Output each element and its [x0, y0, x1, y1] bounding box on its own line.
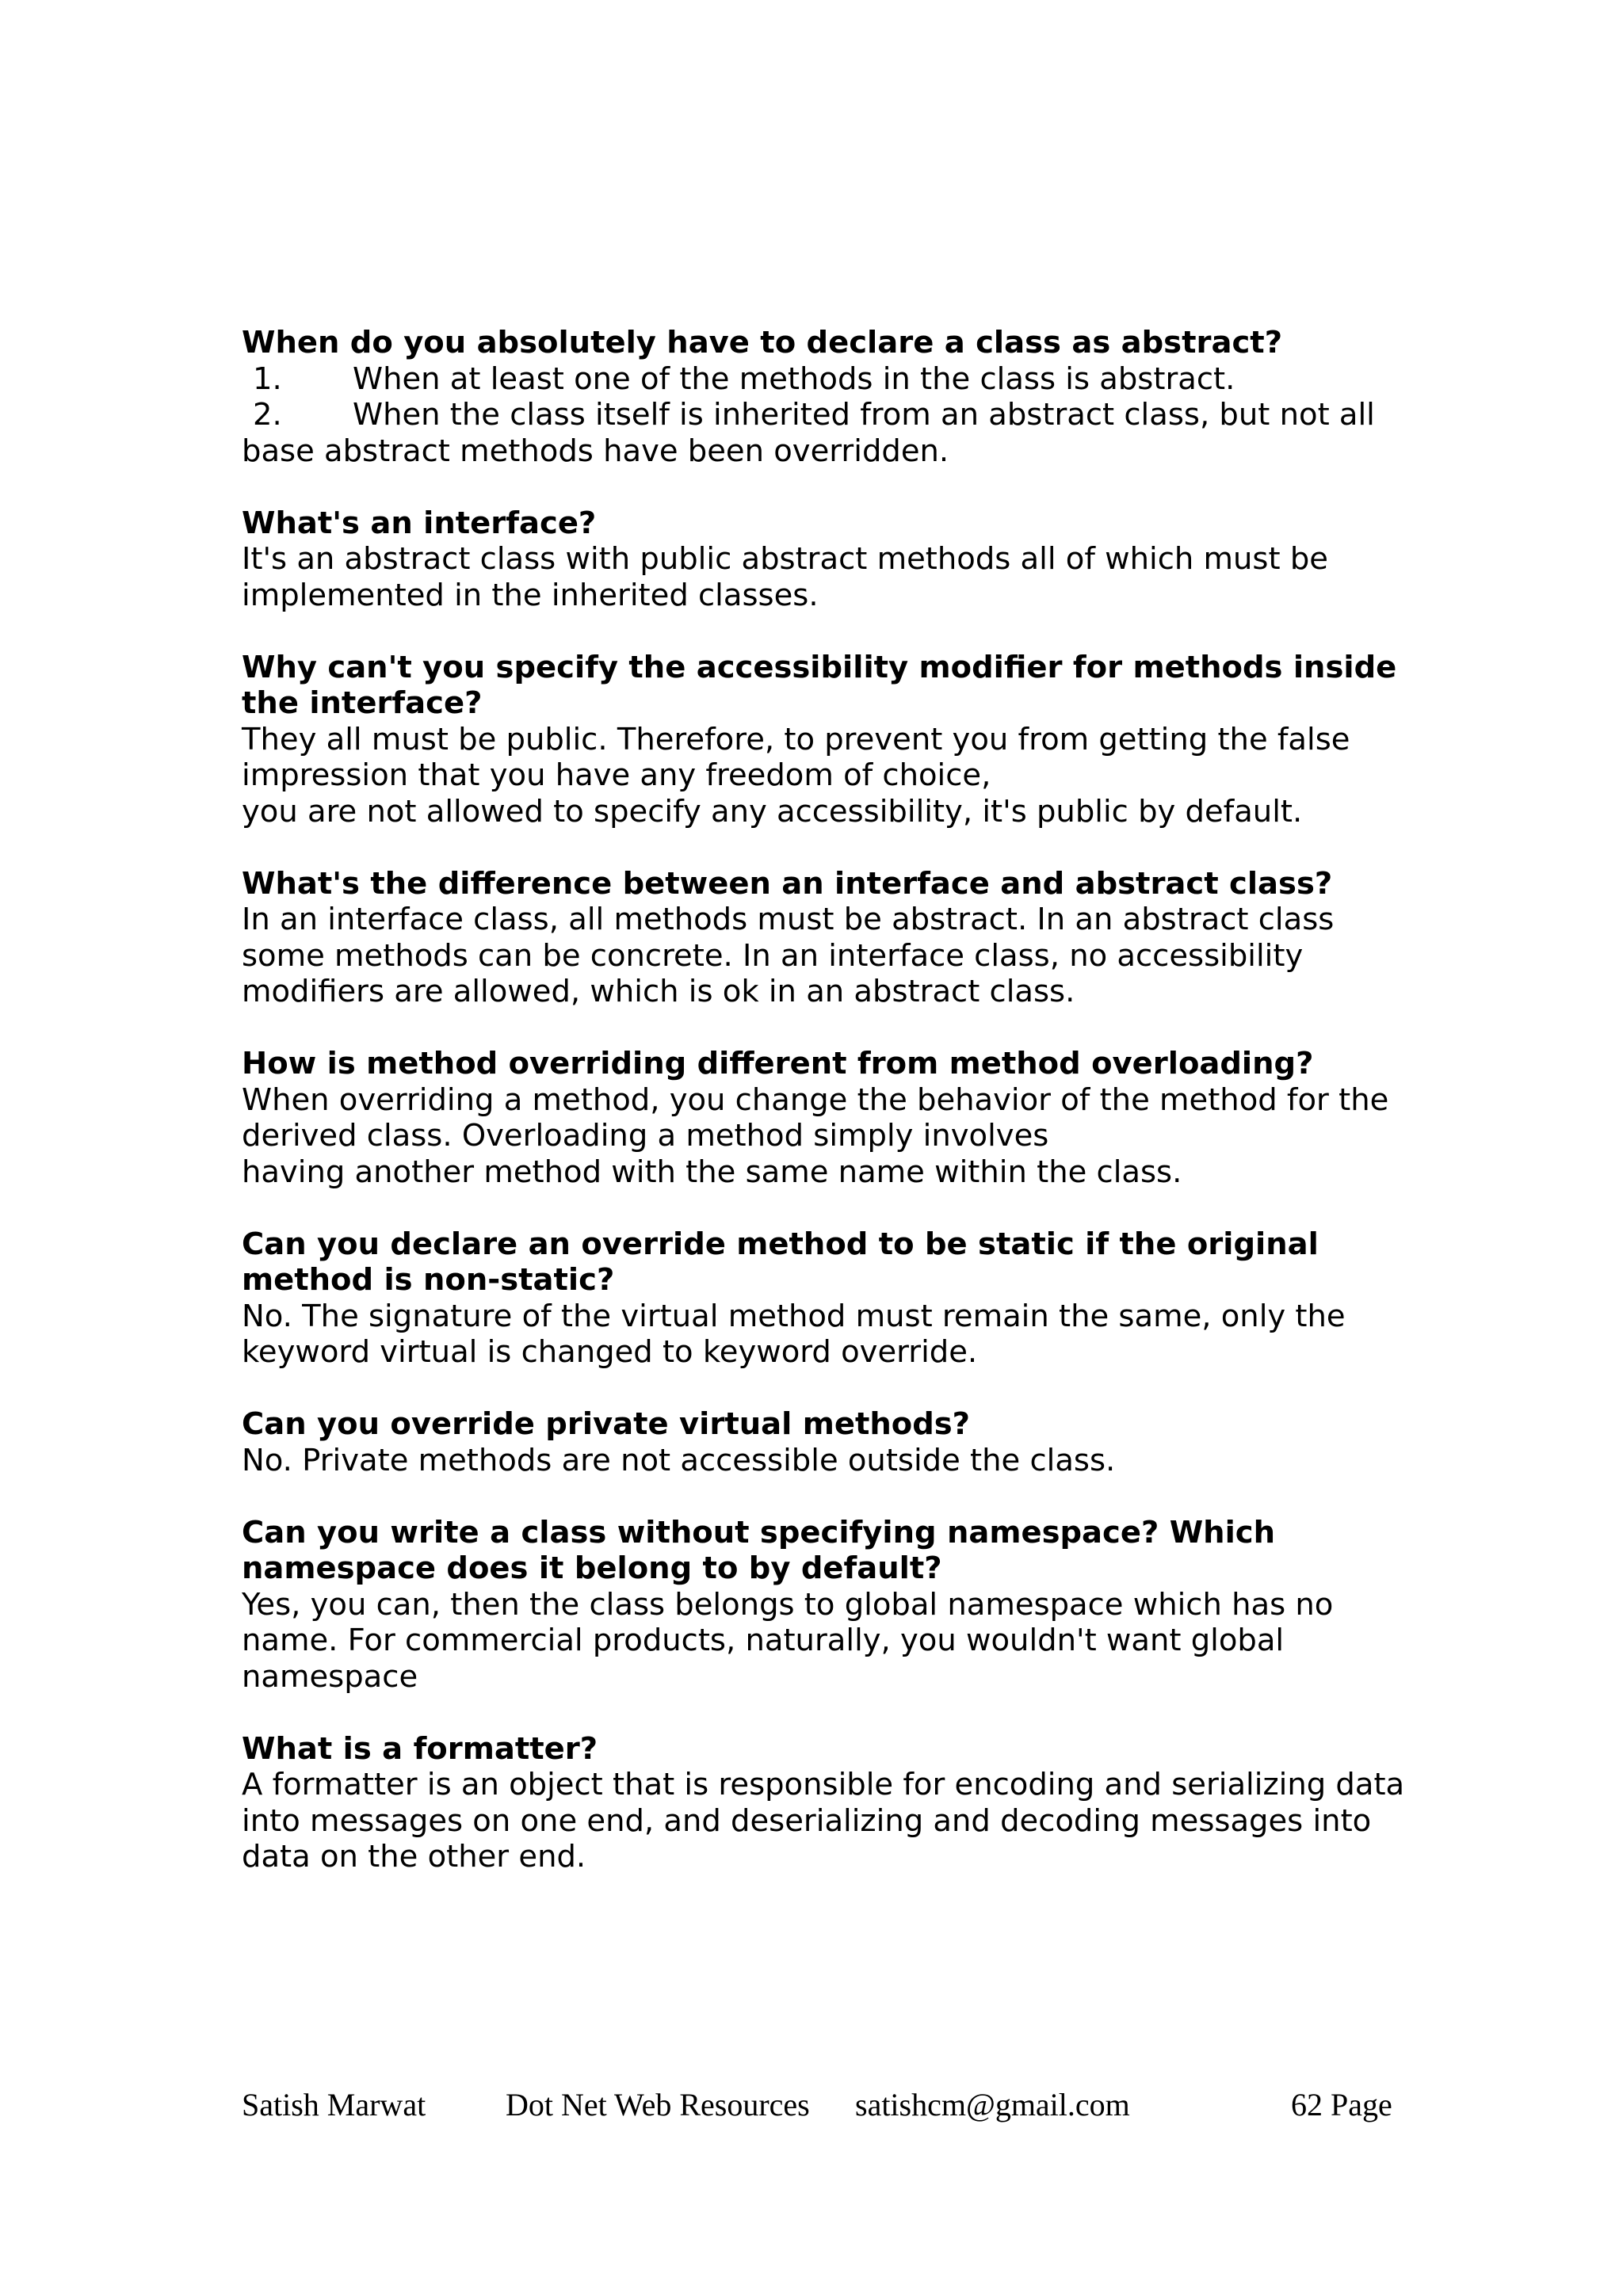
qa-section-static-override — [242, 1226, 1415, 1371]
list-number: 2. — [253, 397, 282, 433]
answer-line: In an interface class, all methods must be abstract. In an abstract class — [242, 902, 1335, 937]
answer-line: name. For commercial products, naturally, you wouldn't want global — [242, 1623, 1285, 1658]
list-text: When at least one of the methods in the class is abstract. — [353, 360, 1235, 397]
document-body — [242, 325, 1415, 1911]
question-heading: How is method overriding different from method overloading? — [242, 1046, 1314, 1081]
list-item — [242, 361, 1415, 398]
question-heading: Why can't you specify the accessibility modifier for methods inside — [242, 649, 1397, 685]
answer-line: Yes, you can, then the class belongs to global namespace which has no — [242, 1586, 1334, 1623]
answer-line: No. The signature of the virtual method must remain the same, only the — [242, 1298, 1346, 1334]
page-footer — [242, 2085, 1399, 2125]
question-heading: Can you override private virtual methods? — [242, 1406, 971, 1442]
answer-line: into messages on one end, and deserializing and decoding messages into — [242, 1802, 1372, 1839]
qa-section-formatter — [242, 1731, 1415, 1875]
answer-line: When overriding a method, you change the behavior of the method for the — [242, 1081, 1389, 1118]
list-text: When the class itself is inherited from an abstract class, but not all — [353, 397, 1375, 433]
answer-line: base abstract methods have been overridden. — [242, 433, 949, 469]
qa-section-namespace — [242, 1515, 1415, 1695]
qa-section-private-virtual — [242, 1406, 1415, 1478]
list-number: 1. — [253, 360, 282, 397]
qa-section-interface — [242, 505, 1415, 614]
question-heading: When do you absolutely have to declare a class as abstract? — [242, 325, 1283, 360]
answer-line: derived class. Overloading a method simply involves — [242, 1118, 1049, 1154]
answer-line: namespace — [242, 1658, 418, 1695]
qa-section-overriding-vs-overloading — [242, 1046, 1415, 1190]
question-heading: namespace does it belong to by default? — [242, 1550, 942, 1586]
answer-line: keyword virtual is changed to keyword override. — [242, 1334, 978, 1370]
answer-line: impression that you have any freedom of choice, — [242, 757, 991, 793]
footer-page-number: 62 Page — [1291, 2087, 1392, 2122]
qa-section-interface-vs-abstract — [242, 866, 1415, 1010]
answer-line: implemented in the inherited classes. — [242, 577, 819, 613]
answer-line: It's an abstract class with public abstract methods all of which must be — [242, 541, 1328, 577]
footer-site-name: Dot Net Web Resources — [506, 2087, 810, 2122]
question-heading: What is a formatter? — [242, 1730, 598, 1767]
answer-line: modifiers are allowed, which is ok in an abstract class. — [242, 974, 1075, 1009]
answer-line: you are not allowed to specify any accessibility, it's public by default. — [242, 793, 1303, 830]
footer-author: Satish Marwat — [242, 2087, 426, 2122]
answer-line: No. Private methods are not accessible outside the class. — [242, 1442, 1116, 1478]
question-heading: the interface? — [242, 685, 483, 721]
answer-line: having another method with the same name within the class. — [242, 1154, 1182, 1190]
footer-email: satishcm@gmail.com — [855, 2087, 1130, 2122]
qa-section-accessibility-modifier — [242, 650, 1415, 830]
answer-line: A formatter is an object that is responsible for encoding and serializing data — [242, 1767, 1405, 1802]
question-heading: What's an interface? — [242, 505, 597, 541]
answer-line: They all must be public. Therefore, to prevent you from getting the false — [242, 721, 1350, 757]
answer-line: some methods can be concrete. In an interface class, no accessibility — [242, 937, 1304, 974]
question-heading: Can you write a class without specifying namespace? Which — [242, 1514, 1275, 1550]
question-heading: Can you declare an override method to be static if the original — [242, 1226, 1319, 1262]
list-item — [242, 397, 1415, 433]
question-heading: What's the difference between an interface and abstract class? — [242, 865, 1333, 902]
question-heading: method is non-static? — [242, 1262, 615, 1298]
qa-section-abstract-class — [242, 325, 1415, 469]
answer-line: data on the other end. — [242, 1839, 586, 1875]
